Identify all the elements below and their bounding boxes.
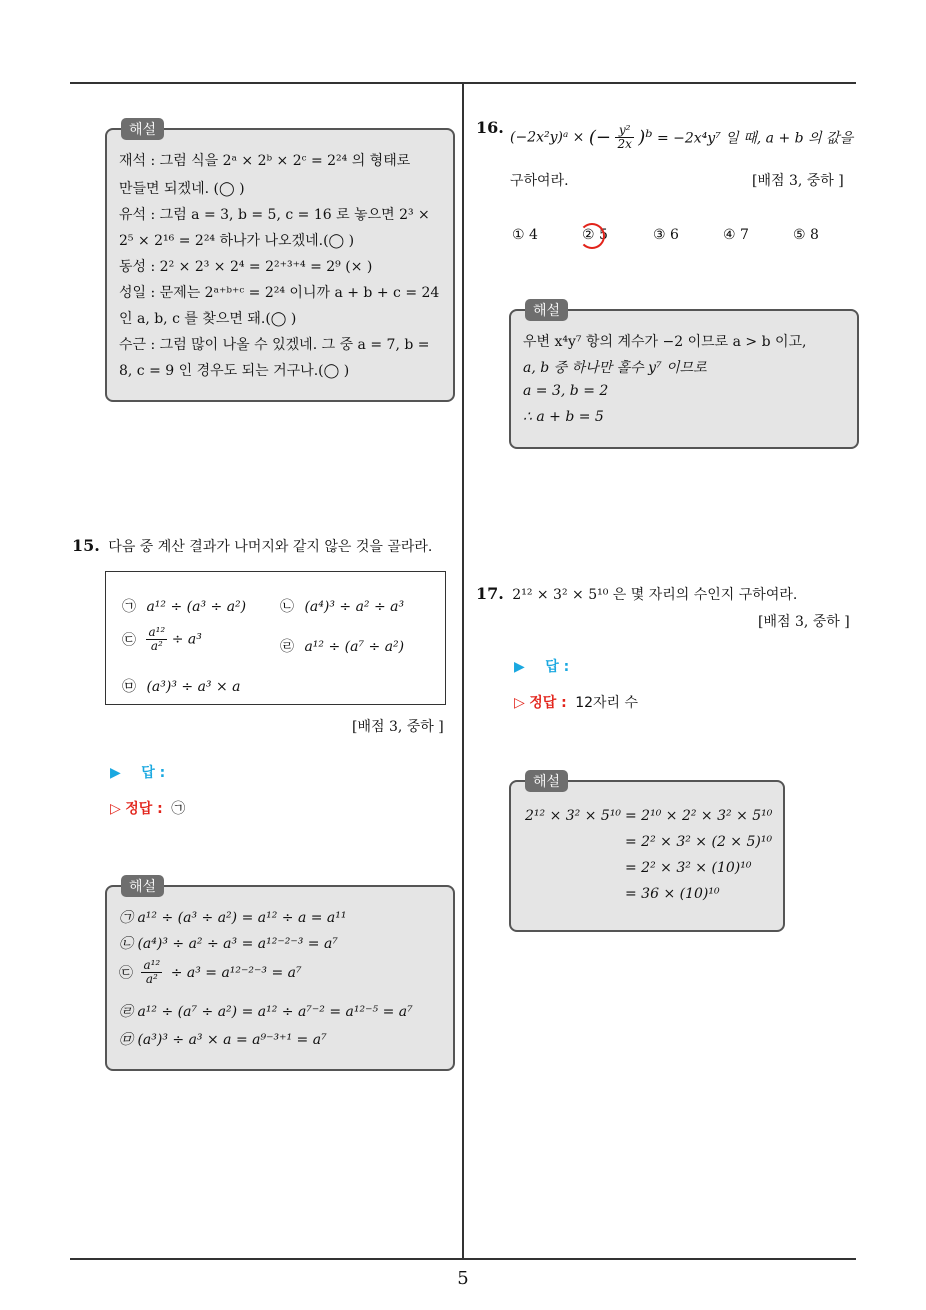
answer-label: 답 : xyxy=(141,765,166,781)
explanation-row: = 2² × 3² × (2 × 5)¹⁰ xyxy=(625,834,773,850)
points-label: [배점 3, 중하 ] xyxy=(352,719,444,735)
outline-triangle-icon: ▷ xyxy=(514,695,525,711)
explanation-fraction xyxy=(141,959,162,986)
choice-3[interactable] xyxy=(122,626,202,653)
explanation-line: ㉡ (a⁴)³ ÷ a² ÷ a³ = a¹²⁻²⁻³ = a⁷ xyxy=(119,936,338,952)
explanation-box-4 xyxy=(509,774,785,932)
bottom-rule xyxy=(70,1258,856,1260)
explanation-line: ∴ a + b = 5 xyxy=(523,409,604,425)
choice-mark: ㉢ xyxy=(119,965,133,982)
explanation-line: 재석 : 그럼 식을 2ᵃ × 2ᵇ × 2ᶜ = 2²⁴ 의 형태로 xyxy=(119,153,411,169)
choice-mark: ㉡ xyxy=(280,599,294,615)
choice-5[interactable] xyxy=(122,676,241,696)
fraction-numerator: y² xyxy=(615,124,633,138)
question-text: 다음 중 계산 결과가 나머지와 같지 않은 것을 골라라. xyxy=(108,539,433,555)
question-text: 2¹² × 3² × 5¹⁰ 은 몇 자리의 수인지 구하여라. xyxy=(512,587,798,603)
correct-answer-row xyxy=(514,692,638,712)
selected-circle-mark xyxy=(579,223,605,249)
explanation-line: ㉣ a¹² ÷ (a⁷ ÷ a²) = a¹² ÷ a⁷⁻² = a¹²⁻⁵ = a⁷ xyxy=(119,1004,413,1020)
explanation-line: ㉤ (a³)³ ÷ a³ × a = a⁹⁻³⁺¹ = a⁷ xyxy=(119,1032,327,1048)
explanation-tag: 해설 xyxy=(121,118,164,140)
expr-fraction xyxy=(615,124,633,151)
question-16-line2: 구하여라. xyxy=(510,173,569,189)
explanation-row: = 2² × 3² × (10)¹⁰ xyxy=(625,860,752,876)
explanation-line: 성일 : 문제는 2ᵃ⁺ᵇ⁺ᶜ = 2²⁴ 이니까 a + b + c = 24 xyxy=(119,285,440,301)
fraction-numerator: a¹² xyxy=(148,625,166,639)
choice-expr: a¹² ÷ (a⁷ ÷ a²) xyxy=(304,639,405,655)
fraction-denominator: a² xyxy=(145,972,158,987)
explanation-line: 동성 : 2² × 2³ × 2⁴ = 2²⁺³⁺⁴ = 2⁹ (× ) xyxy=(119,259,373,275)
points-label: [배점 3, 중하 ] xyxy=(758,614,850,630)
choice-mark: ㉢ xyxy=(122,632,136,649)
choice-expr: (a³)³ ÷ a³ × a xyxy=(146,679,241,695)
question-15 xyxy=(72,536,432,556)
points-label: [배점 3, 중하 ] xyxy=(752,173,844,189)
explanation-line: 유석 : 그럼 a = 3, b = 5, c = 16 로 놓으면 2³ × xyxy=(119,207,430,223)
explanation-line: ㉠ a¹² ÷ (a³ ÷ a²) = a¹² ÷ a = a¹¹ xyxy=(119,910,347,926)
choice-5[interactable]: ⑤ 8 xyxy=(793,227,819,243)
explanation-tag: 해설 xyxy=(121,875,164,897)
question-16 xyxy=(476,118,504,137)
explanation-line: 수근 : 그럼 많이 나올 수 있겠네. 그 중 a = 7, b = xyxy=(119,337,430,353)
play-triangle-icon: ▶ xyxy=(514,659,525,675)
explanation-line: 8, c = 9 인 경우도 되는 거구나.(◯ ) xyxy=(119,363,350,379)
explanation-row: = 36 × (10)¹⁰ xyxy=(625,886,720,902)
explanation-lhs: 2¹² × 3² × 5¹⁰ xyxy=(525,808,622,824)
answer-row xyxy=(514,656,569,676)
explanation-line: a, b 중 하나만 홀수 y⁷ 이므로 xyxy=(523,360,707,376)
explanation-expr: ÷ a³ = a¹²⁻²⁻³ = a⁷ xyxy=(170,964,302,981)
explanation-fraction-line xyxy=(119,959,302,986)
choice-1[interactable]: ① 4 xyxy=(512,227,538,243)
explanation-line: 2⁵ × 2¹⁶ = 2²⁴ 하나가 나오겠네.(◯ ) xyxy=(119,233,355,249)
explanation-tag: 해설 xyxy=(525,299,568,321)
fraction-denominator: 2x xyxy=(617,137,632,152)
explanation-line: 인 a, b, c 를 찾으면 돼.(◯ ) xyxy=(119,311,297,327)
choice-2[interactable]: ② 5 xyxy=(582,227,608,243)
answer-row xyxy=(110,762,165,782)
question-16-choices xyxy=(512,227,852,247)
correct-label: 정답 : xyxy=(529,695,567,711)
choice-3[interactable]: ③ 6 xyxy=(653,227,679,243)
choice-box xyxy=(105,571,446,705)
choice-fraction xyxy=(146,626,167,653)
page-number: 5 xyxy=(457,1268,469,1289)
fraction-numerator: a¹² xyxy=(143,958,161,972)
correct-label: 정답 : xyxy=(125,801,163,817)
question-number: 17. xyxy=(476,584,504,603)
explanation-line: 만들면 되겠네. (◯ ) xyxy=(119,181,245,197)
fraction-denominator: a² xyxy=(150,639,163,654)
correct-value: ㉠ xyxy=(171,801,186,817)
choice-mark: ㉣ xyxy=(280,639,294,655)
choice-2[interactable] xyxy=(280,596,404,616)
choice-expr: a¹² ÷ (a³ ÷ a²) xyxy=(146,599,247,615)
play-triangle-icon: ▶ xyxy=(110,765,121,781)
expr-part: = −2x⁴y⁷ 일 때, a + b 의 값을 xyxy=(656,130,854,147)
explanation-line: 우변 x⁴y⁷ 항의 계수가 −2 이므로 a > b 이고, xyxy=(523,334,807,350)
choice-expr: ÷ a³ xyxy=(171,631,202,648)
choice-mark: ㉤ xyxy=(122,679,136,695)
explanation-box-3 xyxy=(509,303,859,449)
expr-part: (− xyxy=(588,127,611,149)
explanation-box-1 xyxy=(105,122,455,402)
choice-4[interactable] xyxy=(280,636,404,656)
choice-expr: (a⁴)³ ÷ a² ÷ a³ xyxy=(304,599,405,615)
question-number: 16. xyxy=(476,118,504,137)
outline-triangle-icon: ▷ xyxy=(110,801,121,817)
explanation-tag: 해설 xyxy=(525,770,568,792)
correct-answer-row xyxy=(110,798,185,818)
choice-4[interactable]: ④ 7 xyxy=(723,227,749,243)
choice-mark: ㉠ xyxy=(122,599,136,615)
question-16-expression xyxy=(510,124,853,151)
column-divider xyxy=(462,84,464,1259)
choice-1[interactable] xyxy=(122,596,246,616)
correct-value: 12자리 수 xyxy=(575,695,639,711)
answer-label: 답 : xyxy=(545,659,570,675)
expr-part: )ᵇ xyxy=(638,127,653,149)
question-17 xyxy=(476,584,797,604)
expr-part: (−2x²y)ᵃ × xyxy=(510,129,589,146)
explanation-box-2 xyxy=(105,879,455,1071)
explanation-line: a = 3, b = 2 xyxy=(523,383,609,399)
explanation-row: = 2¹⁰ × 2² × 3² × 5¹⁰ xyxy=(625,808,773,824)
question-number: 15. xyxy=(72,536,100,555)
